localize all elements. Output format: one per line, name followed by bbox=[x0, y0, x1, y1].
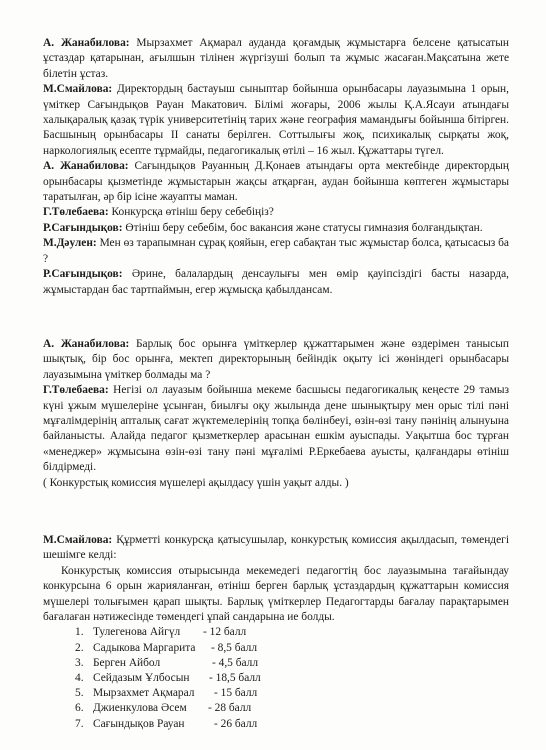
score-row bbox=[43, 701, 509, 716]
speaker-name: А. Жанабилова: bbox=[43, 37, 130, 49]
speaker-text: Барлық бос орынға үміткерлер құжаттарымен және өздерімен танысып шықтық, бір бос орынға, мектеп директорының бейіндік оқыту ісі жөніндегі орынбасары лауазымына үміткер болмады ма ? bbox=[43, 338, 509, 381]
candidate-name: Джиенкулова Әсем bbox=[93, 702, 187, 715]
candidate-points: - 18,5 балл bbox=[209, 672, 261, 684]
decision-paragraph bbox=[43, 533, 509, 564]
break-note: ( Конкурстық комиссия мүшелері ақылдасу үшін уақыт алды. ) bbox=[43, 476, 349, 489]
row-number: 5. bbox=[75, 687, 84, 700]
candidate-name: Сағындықов Рауан bbox=[93, 717, 185, 730]
row-number: 2. bbox=[75, 641, 84, 654]
paragraph-3 bbox=[43, 159, 509, 205]
speaker-text: Мен өз тарапымнан сұрақ қояйын, егер сабақтан тыс жұмыстар болса, қатысасыз ба ? bbox=[43, 237, 509, 265]
score-row bbox=[43, 686, 509, 701]
speaker-name: А. Жанабилова: bbox=[43, 160, 129, 173]
row-number: 7. bbox=[75, 717, 84, 730]
candidate-name: Мырзахмет Ақмарал bbox=[93, 687, 195, 700]
candidate-name: Сейдазым Ұлбосын bbox=[93, 672, 190, 684]
row-number: 1. bbox=[75, 626, 84, 639]
paragraph-8 bbox=[43, 337, 509, 383]
score-list bbox=[43, 625, 509, 731]
candidate-name: Тулегенова Айгүл bbox=[93, 626, 181, 639]
row-number: 3. bbox=[75, 656, 84, 669]
candidate-points: - 8,5 балл bbox=[211, 641, 258, 654]
candidate-points: - 12 балл bbox=[203, 626, 247, 639]
speaker-text: Сағындықов Рауанның Д.Қонаев атындағы орта мектебінде директордың орынбасары қызметінде жұмыстарын жақсы атқарған, аудан бойынша көптеген жұмыстары таратылған, әр бір ісіне жауапты маман. bbox=[43, 160, 510, 204]
speaker-text: Мырзахмет Ақмарал ауданда қоғамдық жұмыстарға белсене қатысатын ұстаздар қатарынан, ағылшын тілінен жүргізуші болып та жұмыс жасаған.Мақсатына жете білетін ұстаз. bbox=[43, 37, 509, 80]
speaker-name: Г.Төлебаева: bbox=[43, 206, 109, 219]
paragraph-6 bbox=[43, 236, 509, 267]
speaker-text: Өтініш беру себебім, бос вакансия және статусы гимназия болғандықтан. bbox=[122, 221, 483, 234]
paragraph-5 bbox=[43, 221, 509, 236]
paragraph-4 bbox=[43, 205, 509, 220]
speaker-text: Конкурсқа өтініш беру себебіңіз? bbox=[108, 206, 274, 219]
speaker-name: М.Смайлова: bbox=[43, 83, 113, 96]
candidate-points: - 28 балл bbox=[208, 702, 252, 715]
speaker-name: Р.Сағындықов: bbox=[43, 268, 123, 281]
speaker-name: Р.Сағындықов: bbox=[43, 221, 123, 234]
paragraph-7 bbox=[43, 267, 509, 298]
speaker-name: Г.Төлебаева: bbox=[43, 384, 109, 397]
speaker-text: Негізі ол лауазым бойынша мекеме басшысы педагогикалық кеңесте 29 тамыз күні ұжым мүшелеріне ұсынған, биылғы оқу жылында дене шынықтыру мен орыс тілі пәні мұғалімдерінің апталық сағат жүктемелерінің топқа бөлінбеуі, өзін-өзі тану пәнінің алынуына байланысты. Алайда педагог қызметкерлер арасынан ешкім ауыспады. Уақытша бос тұрған «менеджер» жұмысына өзін-өзі тану пәні мұғалімі Р.Еркебаева ауысты, қалғандары өтініш білдірмеді. bbox=[43, 384, 509, 474]
speaker-text: Директордың бастауыш сыныптар бойынша орынбасары лауазымына 1 орын, үміткер Сағындықов Рауан Макатович. Білімі жоғары, 2006 жылы Қ.А.Ясауи атындағы халықаралық қазақ түрік университетінің тарих және география мамандығы бойынша бітірген. Басшының орынбасары ІІ санаты берілген. Соттылығы жоқ, психикалық сырқаты жоқ, наркологиялық есепте тұрмайды, педагогикалық өтілі – 16 жыл. Құжаттары түгел. bbox=[43, 83, 509, 157]
dialogue-section-2 bbox=[43, 337, 509, 491]
score-row bbox=[43, 671, 509, 686]
score-row bbox=[43, 717, 509, 732]
candidate-name: Берген Айбол bbox=[93, 656, 161, 669]
speaker-text: Құрметті конкурсқа қатысушылар, конкурстық комиссия ақылдасып, төмендегі шешімге келді: bbox=[43, 534, 509, 562]
speaker-name: А. Жанабилова: bbox=[43, 338, 130, 350]
speaker-name: М.Дәулен: bbox=[43, 237, 97, 250]
row-number: 4. bbox=[75, 672, 84, 684]
decision-section bbox=[43, 533, 509, 732]
paragraph-1 bbox=[43, 36, 509, 82]
candidate-points: - 15 балл bbox=[214, 687, 258, 700]
speaker-name: М.Смайлова: bbox=[43, 534, 113, 546]
score-row bbox=[43, 656, 509, 671]
decision-body: Конкурстық комиссия отырысында мекемедегі педагогтің бос лауазымына тағайындау конкурсына 6 орын жарияланған, өтініш берген барлық ұстаздардың құжаттарын комиссия мүшелері толығымен қарап шықты. Барлық үміткерлер Педагогтарды бағалау парақтарымен бағалаған нәтижесінде төмендегі ұпай сандарына ие болды. bbox=[43, 564, 509, 624]
dialogue-section-1 bbox=[43, 36, 509, 298]
candidate-name: Садыкова Маргарита bbox=[93, 641, 196, 654]
candidate-points: - 26 балл bbox=[214, 717, 258, 730]
paragraph-9 bbox=[43, 383, 509, 475]
candidate-points: - 4,5 балл bbox=[212, 656, 259, 669]
paragraph-2 bbox=[43, 82, 509, 159]
row-number: 6. bbox=[75, 702, 84, 715]
score-row bbox=[43, 641, 509, 656]
score-row bbox=[43, 625, 509, 640]
speaker-text: Әрине, балалардың денсаулығы мен өмір қауіпсіздігі басты назарда, жұмыстардан бас тартпаймын, егер жұмысқа қабылдансам. bbox=[43, 268, 509, 296]
